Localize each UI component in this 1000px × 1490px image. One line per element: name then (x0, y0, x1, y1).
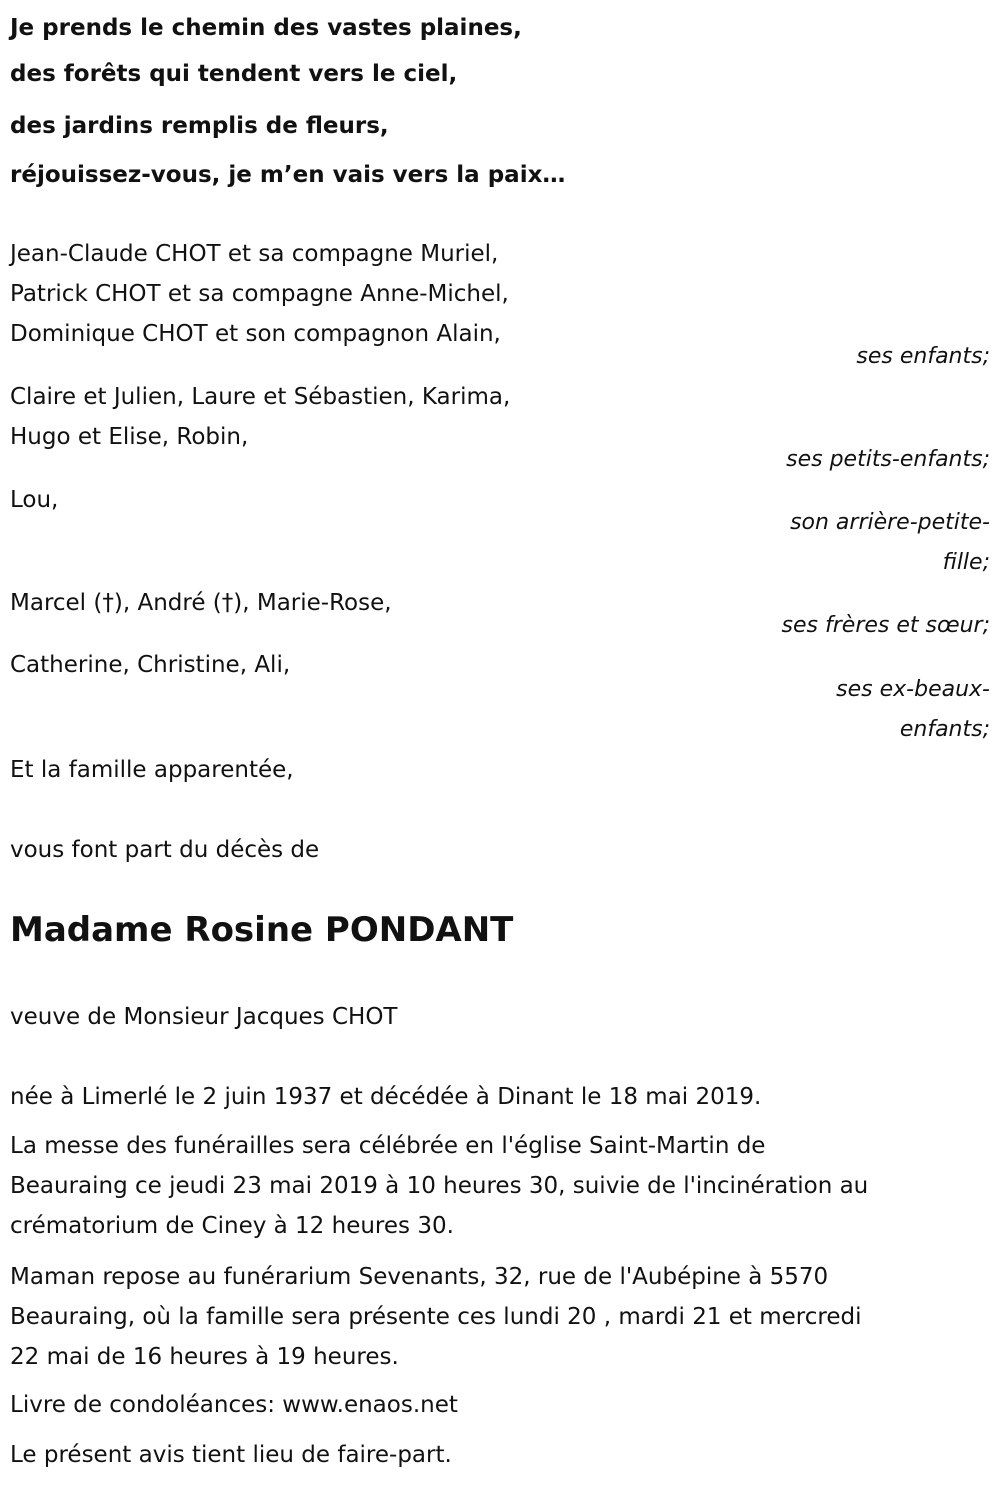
widow-of: veuve de Monsieur Jacques CHOT (10, 1004, 398, 1030)
grandchildren: Hugo et Elise, Robin, (10, 424, 249, 450)
visitation-line: Maman repose au funérarium Sevenants, 32, rue de l'Aubépine à 5570 (10, 1264, 829, 1290)
ex-in-laws-label: enfants; (899, 717, 990, 742)
great-grandchild-label: son arrière-petite- (790, 510, 990, 535)
poem-line: des jardins remplis de fleurs, (10, 113, 389, 139)
siblings: Marcel (†), André (†), Marie-Rose, (10, 590, 392, 616)
poem-line: Je prends le chemin des vastes plaines, (10, 15, 522, 41)
visitation-line: Beauraing, où la famille sera présente ces lundi 20 , mardi 21 et mercredi (10, 1304, 862, 1330)
poem-line: réjouissez-vous, je m’en vais vers la paix… (10, 162, 566, 188)
funeral-line: crématorium de Ciney à 12 heures 30. (10, 1213, 454, 1239)
grandchildren: Claire et Julien, Laure et Sébastien, Karima, (10, 384, 511, 410)
announce-text: vous font part du décès de (10, 837, 320, 863)
ex-in-laws-label: ses ex-beaux- (836, 677, 990, 702)
grandchildren-label: ses petits-enfants; (786, 447, 990, 472)
visitation-line: 22 mai de 16 heures à 19 heures. (10, 1344, 399, 1370)
child: Dominique CHOT et son compagnon Alain, (10, 321, 501, 347)
relatives: Et la famille apparentée, (10, 757, 294, 783)
condolences-link[interactable]: Livre de condoléances: www.enaos.net (10, 1392, 458, 1418)
funeral-line: La messe des funérailles sera célébrée en l'église Saint-Martin de (10, 1133, 766, 1159)
deceased-name: Madame Rosine PONDANT (10, 910, 514, 950)
siblings-label: ses frères et sœur; (781, 613, 990, 638)
children-label: ses enfants; (856, 344, 990, 369)
poem-line: des forêts qui tendent vers le ciel, (10, 61, 458, 87)
funeral-line: Beauraing ce jeudi 23 mai 2019 à 10 heures 30, suivie de l'incinération au (10, 1173, 869, 1199)
birth-death: née à Limerlé le 2 juin 1937 et décédée à Dinant le 18 mai 2019. (10, 1084, 762, 1110)
ex-in-laws: Catherine, Christine, Ali, (10, 652, 291, 678)
child: Jean-Claude CHOT et sa compagne Muriel, (10, 241, 499, 267)
great-grandchild: Lou, (10, 487, 59, 513)
child: Patrick CHOT et sa compagne Anne-Michel, (10, 281, 509, 307)
notice: Le présent avis tient lieu de faire-part. (10, 1442, 452, 1468)
great-grandchild-label: fille; (942, 550, 990, 575)
